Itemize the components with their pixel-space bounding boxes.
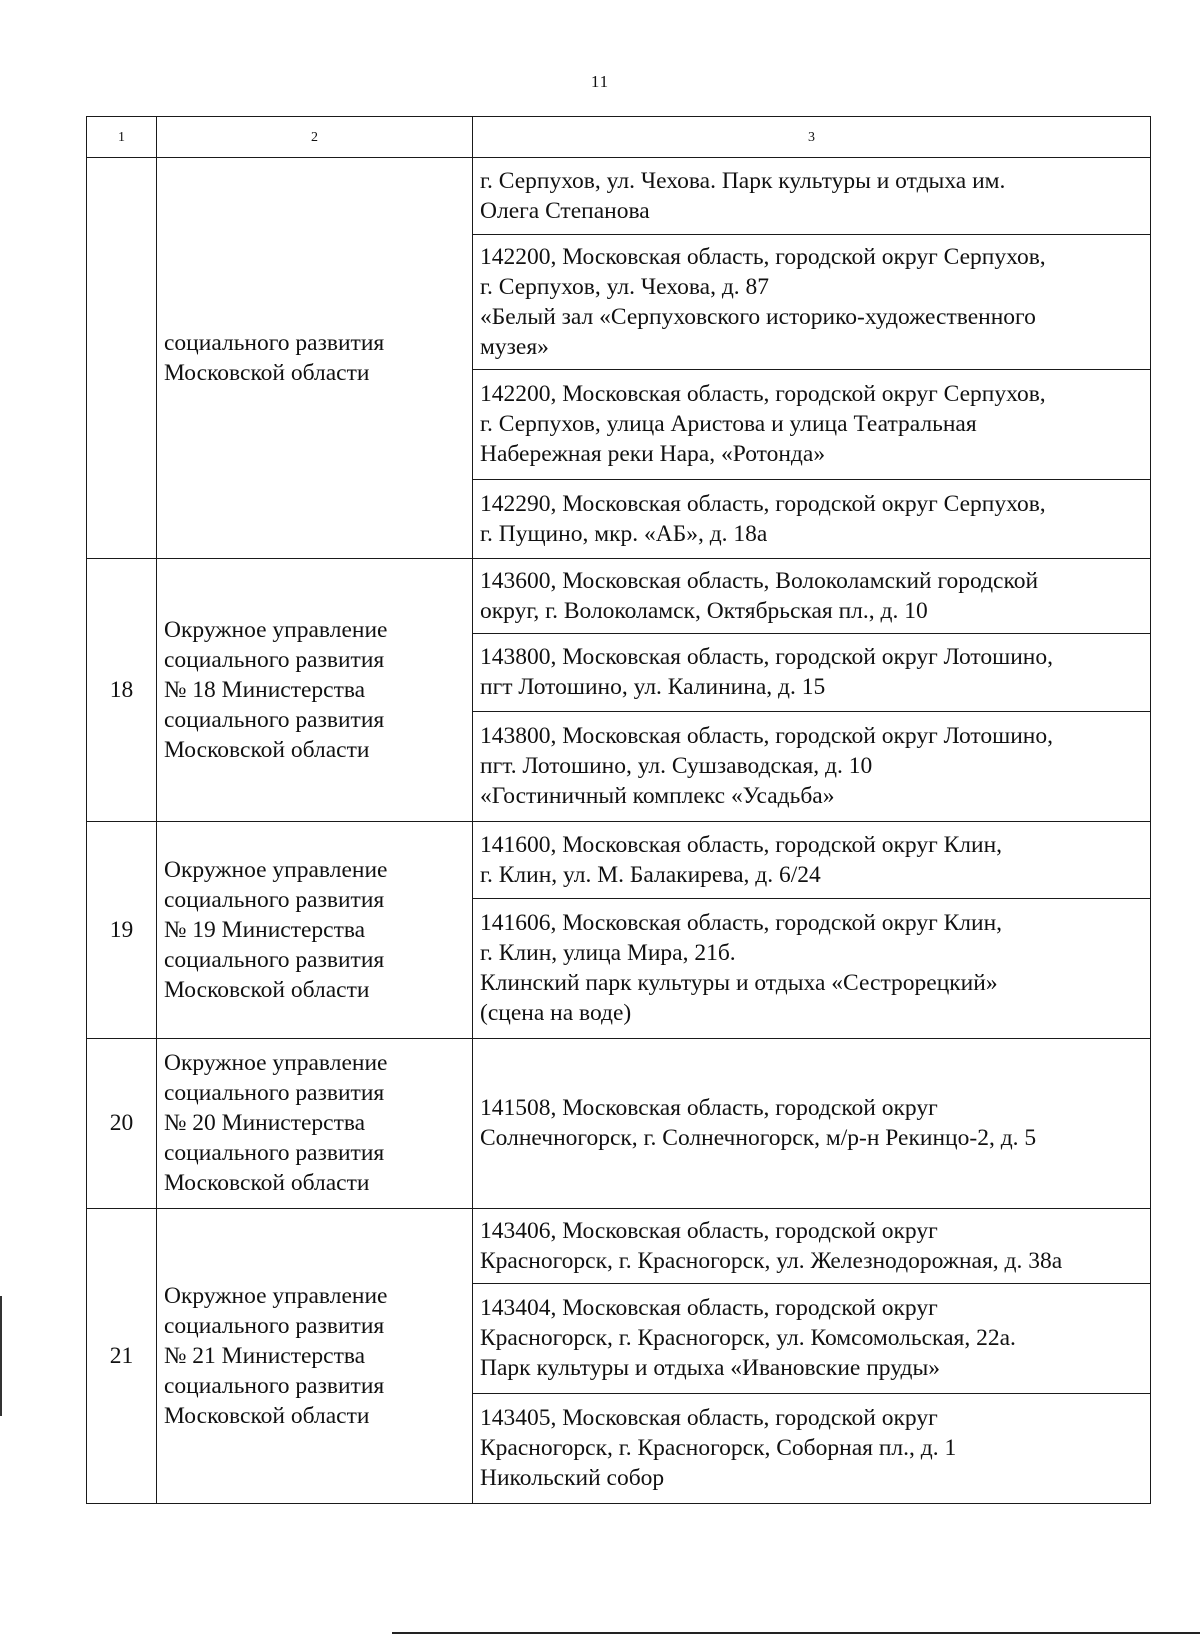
organization-cell xyxy=(157,157,473,558)
text-line: г. Серпухов, ул. Чехова, д. 87 xyxy=(480,273,770,300)
text-line: социального развития xyxy=(164,886,385,913)
text-line: Никольский собор xyxy=(480,1465,665,1492)
text-line: пгт Лотошино, ул. Калинина, д. 15 xyxy=(480,674,826,701)
text-line: г. Клин, ул. М. Балакирева, д. 6/24 xyxy=(480,861,821,888)
text-line: г. Серпухов, улица Аристова и улица Театральная xyxy=(480,411,977,438)
table-header-row xyxy=(87,117,1151,158)
row-number-cell xyxy=(87,157,157,558)
text-line: музея» xyxy=(480,333,549,360)
scan-artifact-line xyxy=(392,1632,1200,1634)
text-line: 142200, Московская область, городской округ Серпухов, xyxy=(480,243,1046,270)
row-number: 18 xyxy=(87,558,157,821)
text-line: «Гостиничный комплекс «Усадьба» xyxy=(480,783,835,810)
text-line: Парк культуры и отдыха «Ивановские пруды» xyxy=(480,1355,940,1382)
text-line: 143800, Московская область, городской округ Лотошино, xyxy=(480,723,1053,750)
column-header-1: 1 xyxy=(87,117,157,158)
text-line: 141508, Московская область, городской округ xyxy=(480,1095,938,1122)
text-line: (сцена на воде) xyxy=(480,1000,632,1027)
text-line: 143405, Московская область, городской округ xyxy=(480,1405,938,1432)
address-cell xyxy=(473,558,1151,633)
address-cell xyxy=(473,634,1151,711)
scan-edge-line xyxy=(0,1296,2,1416)
text-line: «Белый зал «Серпуховского историко-художественного xyxy=(480,303,1036,330)
text-line: г. Пущино, мкр. «АБ», д. 18а xyxy=(480,520,768,547)
text-line: № 18 Министерства xyxy=(164,676,366,703)
text-line: Красногорск, г. Красногорск, ул. Железнодорожная, д. 38а xyxy=(480,1247,1063,1274)
text-line: округ, г. Волоколамск, Октябрьская пл., д. 10 xyxy=(480,598,928,625)
table-row xyxy=(87,1208,1151,1283)
text-line: 143406, Московская область, городской округ xyxy=(480,1217,938,1244)
text-line: Окружное управление xyxy=(164,856,388,883)
text-line: Московской области xyxy=(164,736,370,763)
text-line: 143800, Московская область, городской округ Лотошино, xyxy=(480,644,1053,671)
text-line: Окружное управление xyxy=(164,1282,388,1309)
row-number: 20 xyxy=(87,1038,157,1208)
text-line: 141606, Московская область, городской округ Клин, xyxy=(480,910,1003,937)
address-cell xyxy=(473,235,1151,369)
organization-cell xyxy=(157,1038,473,1208)
row-number: 19 xyxy=(87,821,157,1038)
address-cell xyxy=(473,1208,1151,1283)
text-line: социального развития xyxy=(164,946,385,973)
address-cell xyxy=(473,1393,1151,1503)
text-line: социального развития xyxy=(164,1312,385,1339)
address-cell xyxy=(473,899,1151,1039)
table-row xyxy=(87,157,1151,234)
text-line: 143600, Московская область, Волоколамский городской xyxy=(480,568,1039,595)
address-cell xyxy=(473,711,1151,821)
address-cell xyxy=(473,1038,1151,1208)
text-line: пгт. Лотошино, ул. Сушзаводская, д. 10 xyxy=(480,753,873,780)
organization-cell xyxy=(157,821,473,1038)
page-number: 11 xyxy=(590,72,610,91)
text-line: Олега Степанова xyxy=(480,197,650,224)
text-line: социального развития xyxy=(164,646,385,673)
address-cell xyxy=(473,157,1151,234)
text-line: Московской области xyxy=(164,1170,370,1197)
text-line: № 21 Министерства xyxy=(164,1342,366,1369)
column-header-2: 2 xyxy=(157,117,473,158)
text-line: 142290, Московская область, городской округ Серпухов, xyxy=(480,490,1046,517)
text-line: социального развития xyxy=(164,1080,385,1107)
text-line: Красногорск, г. Красногорск, ул. Комсомольская, 22а. xyxy=(480,1325,1016,1352)
organization-cell xyxy=(157,558,473,821)
text-line: Клинский парк культуры и отдыха «Сестрорецкий» xyxy=(480,970,998,997)
text-line: 141600, Московская область, городской округ Клин, xyxy=(480,831,1003,858)
table-row xyxy=(87,821,1151,898)
addresses-table xyxy=(86,116,1151,1504)
text-line: г. Клин, улица Мира, 21б. xyxy=(480,940,736,967)
text-line: социального развития xyxy=(164,706,385,733)
text-line: Красногорск, г. Красногорск, Соборная пл., д. 1 xyxy=(480,1435,957,1462)
text-line: Окружное управление xyxy=(164,616,388,643)
address-cell xyxy=(473,479,1151,558)
text-line: № 20 Министерства xyxy=(164,1110,366,1137)
text-line: Набережная реки Нара, «Ротонда» xyxy=(480,441,826,468)
text-line: Солнечногорск, г. Солнечногорск, м/р-н Рекинцо-2, д. 5 xyxy=(480,1125,1037,1152)
address-cell xyxy=(473,1283,1151,1393)
text-line: социального развития xyxy=(164,1372,385,1399)
table-row xyxy=(87,1038,1151,1208)
address-cell xyxy=(473,821,1151,898)
text-line: 143404, Московская область, городской округ xyxy=(480,1295,938,1322)
text-line: Московской области xyxy=(164,359,370,386)
text-line: Московской области xyxy=(164,976,370,1003)
text-line: 142200, Московская область, городской округ Серпухов, xyxy=(480,381,1046,408)
text-line: социального развития xyxy=(164,1140,385,1167)
text-line: № 19 Министерства xyxy=(164,916,366,943)
organization-cell xyxy=(157,1208,473,1503)
text-line: социального развития xyxy=(164,329,385,356)
row-number: 21 xyxy=(87,1208,157,1503)
address-cell xyxy=(473,369,1151,479)
table-row xyxy=(87,558,1151,633)
text-line: Окружное управление xyxy=(164,1050,388,1077)
column-header-3: 3 xyxy=(473,117,1151,158)
text-line: Московской области xyxy=(164,1402,370,1429)
text-line: г. Серпухов, ул. Чехова. Парк культуры и отдыха им. xyxy=(480,167,1006,194)
